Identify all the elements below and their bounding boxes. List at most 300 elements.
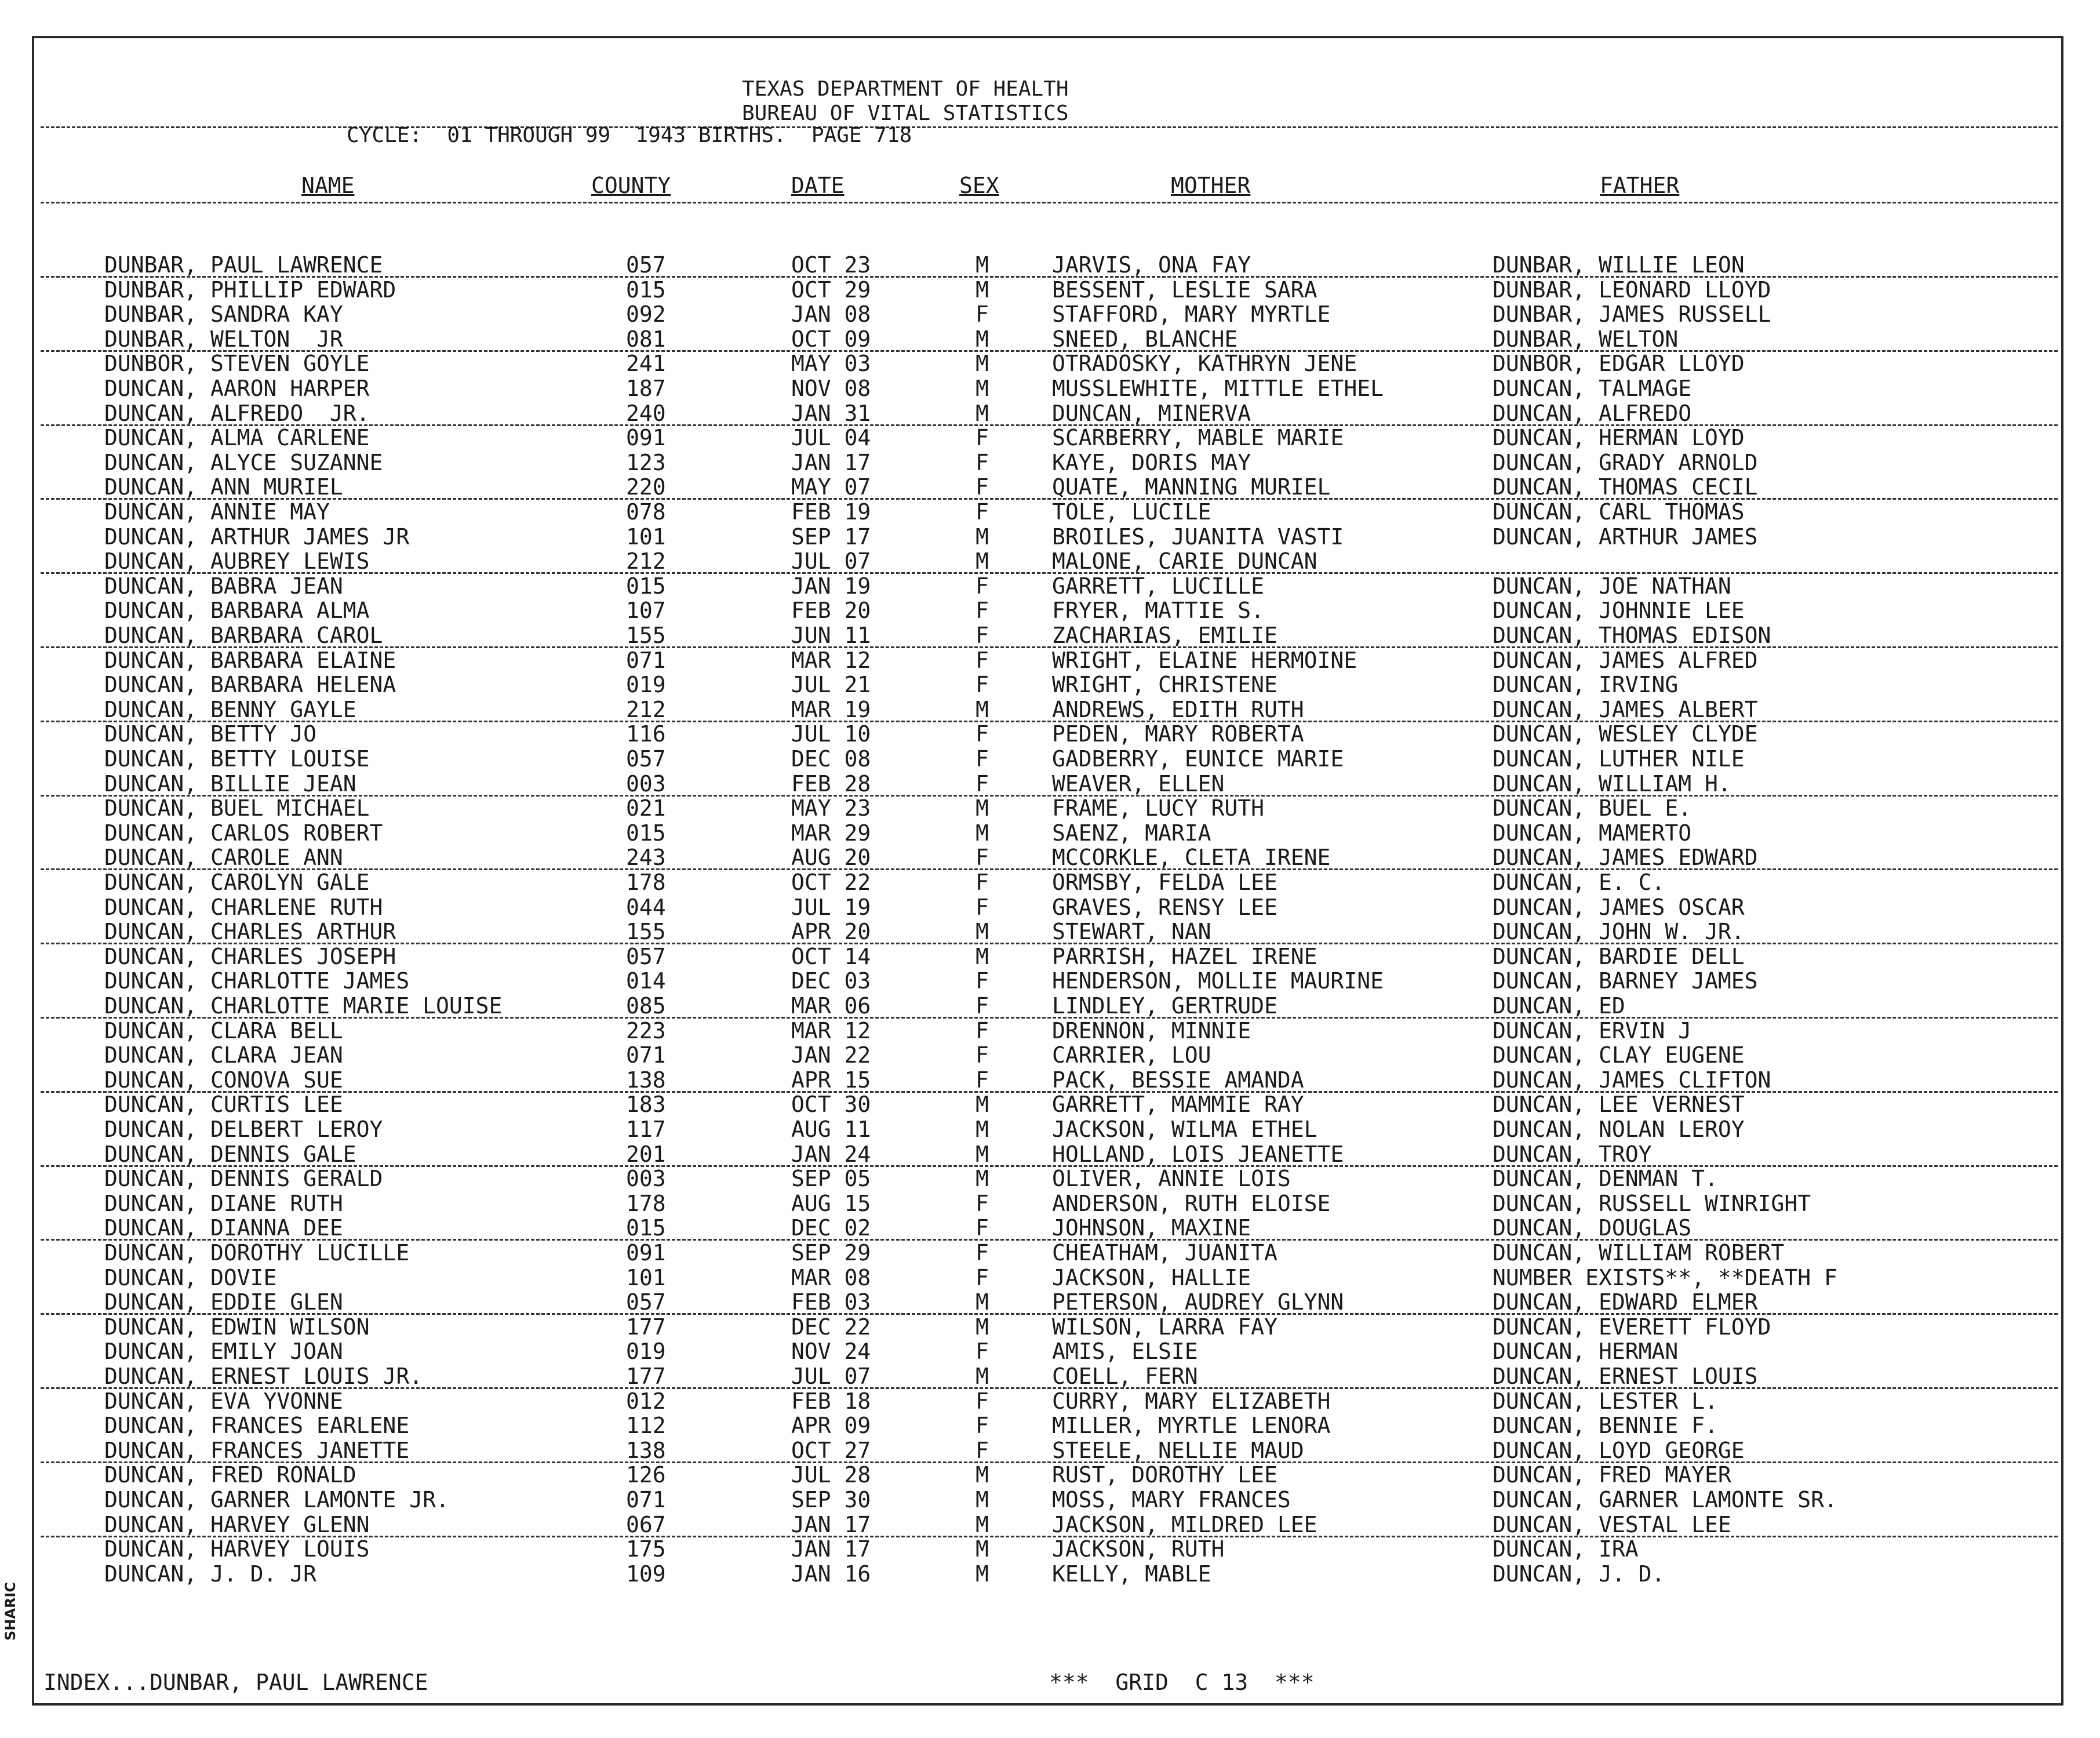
cell-date: SEP 17 xyxy=(791,524,871,550)
table-row xyxy=(0,796,2100,820)
cell-county: 138 xyxy=(626,1438,666,1463)
cell-name: DUNCAN, DOROTHY LUCILLE xyxy=(104,1240,410,1266)
cell-sex: F xyxy=(976,1067,989,1093)
table-row xyxy=(0,525,2100,549)
cell-date: FEB 18 xyxy=(791,1388,871,1414)
cell-date: OCT 30 xyxy=(791,1092,871,1117)
cell-father: DUNCAN, GARNER LAMONTE SR. xyxy=(1493,1487,1837,1512)
cell-sex: F xyxy=(976,771,989,797)
cell-county: 243 xyxy=(626,845,666,870)
cell-name: DUNCAN, BARBARA CAROL xyxy=(104,623,383,648)
cell-mother: PETERSON, AUDREY GLYNN xyxy=(1052,1289,1344,1315)
cell-county: 078 xyxy=(626,499,666,525)
cell-father: DUNCAN, WESLEY CLYDE xyxy=(1493,721,1758,747)
cell-father: DUNCAN, JAMES CLIFTON xyxy=(1493,1067,1771,1093)
cell-name: DUNCAN, BARBARA ALMA xyxy=(104,598,370,623)
cell-mother: STEELE, NELLIE MAUD xyxy=(1052,1438,1304,1463)
cell-date: FEB 28 xyxy=(791,771,871,797)
cell-date: JAN 08 xyxy=(791,301,871,327)
cell-name: DUNCAN, DENNIS GALE xyxy=(104,1141,356,1167)
cell-sex: M xyxy=(976,1141,989,1167)
cell-date: JUL 19 xyxy=(791,895,871,920)
cell-father: DUNCAN, ALFREDO xyxy=(1493,401,1692,426)
table-row xyxy=(0,1315,2100,1339)
cell-mother: JACKSON, HALLIE xyxy=(1052,1265,1251,1290)
cell-date: APR 20 xyxy=(791,919,871,944)
cell-county: 092 xyxy=(626,301,666,327)
cell-date: NOV 08 xyxy=(791,376,871,401)
cell-name: DUNCAN, CONOVA SUE xyxy=(104,1067,343,1093)
cell-county: 021 xyxy=(626,795,666,821)
cell-mother: MCCORKLE, CLETA IRENE xyxy=(1052,845,1331,870)
cell-sex: M xyxy=(976,795,989,821)
cell-mother: CURRY, MARY ELIZABETH xyxy=(1052,1388,1331,1414)
cell-name: DUNCAN, GARNER LAMONTE JR. xyxy=(104,1487,449,1512)
cell-date: APR 15 xyxy=(791,1067,871,1093)
cell-sex: F xyxy=(976,499,989,525)
cell-date: DEC 08 xyxy=(791,746,871,772)
cell-date: JAN 19 xyxy=(791,573,871,599)
cell-sex: F xyxy=(976,870,989,895)
cell-name: DUNCAN, J. D. JR xyxy=(104,1561,317,1587)
cell-father: DUNCAN, GRADY ARNOLD xyxy=(1493,450,1758,475)
footer-grid: *** GRID C 13 *** xyxy=(1049,1670,1315,1695)
cell-father: DUNCAN, DENMAN T. xyxy=(1493,1166,1718,1191)
table-row xyxy=(0,772,2100,796)
cell-county: 187 xyxy=(626,376,666,401)
cell-name: DUNCAN, ALMA CARLENE xyxy=(104,425,370,450)
cell-mother: DRENNON, MINNIE xyxy=(1052,1018,1251,1043)
cell-county: 091 xyxy=(626,425,666,450)
column-header-father: FATHER xyxy=(1600,173,1680,198)
cell-date: JUL 07 xyxy=(791,548,871,574)
table-row xyxy=(0,944,2100,969)
cell-name: DUNCAN, BILLIE JEAN xyxy=(104,771,356,797)
table-row xyxy=(0,1290,2100,1314)
column-header-county: COUNTY xyxy=(591,173,671,198)
cell-name: DUNCAN, CURTIS LEE xyxy=(104,1092,343,1117)
cell-father: DUNCAN, HERMAN xyxy=(1493,1339,1679,1364)
cell-father: DUNCAN, JAMES OSCAR xyxy=(1493,895,1745,920)
cell-father: DUNCAN, JOHN W. JR. xyxy=(1493,919,1745,944)
cell-mother: BROILES, JUANITA VASTI xyxy=(1052,524,1344,550)
cell-father: DUNBOR, EDGAR LLOYD xyxy=(1493,351,1745,376)
cell-mother: OLIVER, ANNIE LOIS xyxy=(1052,1166,1291,1191)
cell-county: 019 xyxy=(626,672,666,697)
table-row xyxy=(0,672,2100,697)
cell-county: 123 xyxy=(626,450,666,475)
column-header-sex: SEX xyxy=(959,173,999,198)
cell-name: DUNCAN, ALFREDO JR. xyxy=(104,401,370,426)
cell-mother: JOHNSON, MAXINE xyxy=(1052,1215,1251,1241)
cell-father: DUNCAN, DOUGLAS xyxy=(1493,1215,1692,1241)
cell-mother: GRAVES, RENSY LEE xyxy=(1052,895,1278,920)
table-row xyxy=(0,1117,2100,1141)
cell-father: DUNCAN, JOHNNIE LEE xyxy=(1493,598,1745,623)
cell-county: 223 xyxy=(626,1018,666,1043)
cell-county: 178 xyxy=(626,870,666,895)
table-row xyxy=(0,821,2100,845)
table-row xyxy=(0,426,2100,450)
cell-mother: RUST, DOROTHY LEE xyxy=(1052,1462,1278,1488)
cell-sex: F xyxy=(976,1042,989,1068)
cell-name: DUNBAR, SANDRA KAY xyxy=(104,301,343,327)
cell-date: JAN 22 xyxy=(791,1042,871,1068)
cell-sex: M xyxy=(976,548,989,574)
cell-county: 240 xyxy=(626,401,666,426)
cell-sex: M xyxy=(976,277,989,303)
cell-date: OCT 09 xyxy=(791,326,871,352)
cell-mother: ANDERSON, RUTH ELOISE xyxy=(1052,1191,1331,1216)
cell-name: DUNCAN, FRANCES EARLENE xyxy=(104,1413,410,1438)
cell-county: 138 xyxy=(626,1067,666,1093)
cell-date: FEB 03 xyxy=(791,1289,871,1315)
cell-date: JUL 21 xyxy=(791,672,871,697)
cell-sex: F xyxy=(976,845,989,870)
cell-sex: M xyxy=(976,401,989,426)
cell-name: DUNCAN, FRANCES JANETTE xyxy=(104,1438,410,1463)
header-department: TEXAS DEPARTMENT OF HEALTH xyxy=(742,77,1069,101)
cell-county: 081 xyxy=(626,326,666,352)
cell-name: DUNCAN, BABRA JEAN xyxy=(104,573,343,599)
table-row xyxy=(0,1438,2100,1463)
table-row xyxy=(0,919,2100,944)
cell-date: OCT 14 xyxy=(791,944,871,969)
cell-name: DUNBOR, STEVEN GOYLE xyxy=(104,351,370,376)
table-row xyxy=(0,994,2100,1018)
cell-date: SEP 05 xyxy=(791,1166,871,1191)
cell-sex: M xyxy=(976,326,989,352)
cell-sex: M xyxy=(976,1314,989,1340)
cell-county: 155 xyxy=(626,623,666,648)
cell-name: DUNCAN, FRED RONALD xyxy=(104,1462,356,1488)
cell-sex: M xyxy=(976,1561,989,1587)
cell-county: 177 xyxy=(626,1364,666,1389)
cell-father: DUNCAN, LEE VERNEST xyxy=(1493,1092,1745,1117)
cell-father: DUNCAN, EVERETT FLOYD xyxy=(1493,1314,1771,1340)
cell-date: JAN 17 xyxy=(791,450,871,475)
table-row xyxy=(0,1043,2100,1067)
cell-mother: FRYER, MATTIE S. xyxy=(1052,598,1265,623)
cell-father: DUNCAN, NOLAN LEROY xyxy=(1493,1117,1745,1142)
cell-mother: OTRADOSKY, KATHRYN JENE xyxy=(1052,351,1357,376)
table-row xyxy=(0,401,2100,426)
cell-sex: F xyxy=(976,1018,989,1043)
footer-index: INDEX...DUNBAR, PAUL LAWRENCE xyxy=(43,1670,428,1695)
cell-county: 015 xyxy=(626,277,666,303)
cell-name: DUNCAN, CLARA JEAN xyxy=(104,1042,343,1068)
cell-mother: SAENZ, MARIA xyxy=(1052,820,1211,846)
cell-county: 112 xyxy=(626,1413,666,1438)
cell-name: DUNCAN, HARVEY LOUIS xyxy=(104,1536,370,1562)
table-row xyxy=(0,1537,2100,1561)
cell-father: DUNCAN, J. D. xyxy=(1493,1561,1665,1587)
cell-father: DUNBAR, LEONARD LLOYD xyxy=(1493,277,1771,303)
header-bureau: BUREAU OF VITAL STATISTICS xyxy=(742,101,1069,125)
cell-mother: MILLER, MYRTLE LENORA xyxy=(1052,1413,1331,1438)
cell-mother: AMIS, ELSIE xyxy=(1052,1339,1198,1364)
cell-county: 044 xyxy=(626,895,666,920)
cell-date: SEP 29 xyxy=(791,1240,871,1266)
cell-date: DEC 03 xyxy=(791,968,871,994)
cell-date: MAR 12 xyxy=(791,1018,871,1043)
cell-name: DUNBAR, PAUL LAWRENCE xyxy=(104,252,383,278)
cell-sex: F xyxy=(976,1265,989,1290)
cell-mother: MALONE, CARIE DUNCAN xyxy=(1052,548,1317,574)
cell-date: JUL 07 xyxy=(791,1364,871,1389)
cell-mother: JARVIS, ONA FAY xyxy=(1052,252,1251,278)
cell-county: 015 xyxy=(626,1215,666,1241)
cell-father: DUNCAN, WILLIAM H. xyxy=(1493,771,1731,797)
table-row xyxy=(0,278,2100,302)
cell-county: 212 xyxy=(626,548,666,574)
cell-father: DUNBAR, WILLIE LEON xyxy=(1493,252,1745,278)
cell-county: 183 xyxy=(626,1092,666,1117)
cell-mother: STEWART, NAN xyxy=(1052,919,1211,944)
cell-name: DUNCAN, BETTY JO xyxy=(104,721,317,747)
cell-mother: MOSS, MARY FRANCES xyxy=(1052,1487,1291,1512)
cell-name: DUNCAN, DIANE RUTH xyxy=(104,1191,343,1216)
cell-name: DUNCAN, EMILY JOAN xyxy=(104,1339,343,1364)
cell-name: DUNCAN, HARVEY GLENN xyxy=(104,1512,370,1537)
table-row xyxy=(0,747,2100,771)
table-row xyxy=(0,648,2100,672)
cell-father: DUNCAN, ERVIN J xyxy=(1493,1018,1692,1043)
cell-county: 107 xyxy=(626,598,666,623)
cell-date: OCT 22 xyxy=(791,870,871,895)
cell-mother: DUNCAN, MINERVA xyxy=(1052,401,1251,426)
cell-date: JAN 17 xyxy=(791,1512,871,1537)
cell-county: 012 xyxy=(626,1388,666,1414)
cell-father: NUMBER EXISTS**, **DEATH F xyxy=(1493,1265,1837,1290)
cell-sex: F xyxy=(976,672,989,697)
cell-county: 101 xyxy=(626,1265,666,1290)
cell-father: DUNCAN, BARDIE DELL xyxy=(1493,944,1745,969)
table-row xyxy=(0,253,2100,277)
cell-father: DUNCAN, ED xyxy=(1493,993,1625,1019)
cell-mother: GADBERRY, EUNICE MARIE xyxy=(1052,746,1344,772)
cell-sex: M xyxy=(976,820,989,846)
cell-mother: STAFFORD, MARY MYRTLE xyxy=(1052,301,1331,327)
table-row xyxy=(0,1562,2100,1586)
table-row xyxy=(0,623,2100,648)
cell-county: 220 xyxy=(626,474,666,500)
cell-mother: SNEED, BLANCHE xyxy=(1052,326,1238,352)
cell-father: DUNCAN, VESTAL LEE xyxy=(1493,1512,1731,1537)
cell-name: DUNCAN, CHARLOTTE MARIE LOUISE xyxy=(104,993,503,1019)
cell-mother: CARRIER, LOU xyxy=(1052,1042,1211,1068)
cell-date: JUL 04 xyxy=(791,425,871,450)
cell-name: DUNCAN, DENNIS GERALD xyxy=(104,1166,383,1191)
cell-mother: QUATE, MANNING MURIEL xyxy=(1052,474,1331,500)
cell-name: DUNBAR, PHILLIP EDWARD xyxy=(104,277,396,303)
cell-father: DUNCAN, TROY xyxy=(1493,1141,1652,1167)
cell-date: JUL 28 xyxy=(791,1462,871,1488)
cell-date: MAR 29 xyxy=(791,820,871,846)
cell-date: OCT 29 xyxy=(791,277,871,303)
cell-county: 015 xyxy=(626,573,666,599)
table-row xyxy=(0,895,2100,919)
cell-county: 155 xyxy=(626,919,666,944)
cell-father: DUNCAN, HERMAN LOYD xyxy=(1493,425,1745,450)
table-row xyxy=(0,376,2100,401)
cell-name: DUNCAN, CAROLYN GALE xyxy=(104,870,370,895)
cell-county: 126 xyxy=(626,1462,666,1488)
cell-date: OCT 27 xyxy=(791,1438,871,1463)
table-row xyxy=(0,1266,2100,1290)
cell-mother: PEDEN, MARY ROBERTA xyxy=(1052,721,1304,747)
cell-mother: TOLE, LUCILE xyxy=(1052,499,1211,525)
cell-sex: M xyxy=(976,697,989,722)
column-header-date: DATE xyxy=(791,173,845,198)
cell-mother: SCARBERRY, MABLE MARIE xyxy=(1052,425,1344,450)
cell-mother: FRAME, LUCY RUTH xyxy=(1052,795,1265,821)
cell-mother: GARRETT, MAMMIE RAY xyxy=(1052,1092,1304,1117)
cell-name: DUNCAN, ANNIE MAY xyxy=(104,499,330,525)
cell-name: DUNCAN, BARBARA ELAINE xyxy=(104,648,396,673)
cell-county: 071 xyxy=(626,1042,666,1068)
cell-name: DUNCAN, AARON HARPER xyxy=(104,376,370,401)
table-row xyxy=(0,500,2100,524)
column-header-rule xyxy=(41,202,2058,203)
cell-county: 109 xyxy=(626,1561,666,1587)
cell-date: MAR 06 xyxy=(791,993,871,1019)
cell-mother: JACKSON, WILMA ETHEL xyxy=(1052,1117,1317,1142)
cell-county: 019 xyxy=(626,1339,666,1364)
cell-name: DUNCAN, ARTHUR JAMES JR xyxy=(104,524,410,550)
cell-sex: F xyxy=(976,573,989,599)
cell-father: DUNCAN, TALMAGE xyxy=(1493,376,1692,401)
cell-date: OCT 23 xyxy=(791,252,871,278)
cell-father: DUNCAN, LUTHER NILE xyxy=(1493,746,1745,772)
table-row xyxy=(0,1488,2100,1512)
cell-county: 091 xyxy=(626,1240,666,1266)
cell-name: DUNCAN, ALYCE SUZANNE xyxy=(104,450,383,475)
table-row xyxy=(0,845,2100,870)
cell-date: JUN 11 xyxy=(791,623,871,648)
cell-date: JAN 17 xyxy=(791,1536,871,1562)
table-row xyxy=(0,1512,2100,1537)
header-rule-top xyxy=(41,126,2058,128)
table-row xyxy=(0,697,2100,722)
cell-sex: F xyxy=(976,895,989,920)
table-row xyxy=(0,475,2100,499)
cell-county: 175 xyxy=(626,1536,666,1562)
cell-mother: KAYE, DORIS MAY xyxy=(1052,450,1251,475)
cell-name: DUNCAN, CAROLE ANN xyxy=(104,845,343,870)
table-row xyxy=(0,1463,2100,1487)
cell-father: DUNCAN, FRED MAYER xyxy=(1493,1462,1731,1488)
cell-sex: M xyxy=(976,524,989,550)
cell-date: NOV 24 xyxy=(791,1339,871,1364)
cell-county: 201 xyxy=(626,1141,666,1167)
cell-date: FEB 19 xyxy=(791,499,871,525)
cell-sex: F xyxy=(976,1191,989,1216)
cell-father: DUNCAN, BENNIE F. xyxy=(1493,1413,1718,1438)
cell-sex: F xyxy=(976,1388,989,1414)
table-row xyxy=(0,1191,2100,1216)
cell-mother: KELLY, MABLE xyxy=(1052,1561,1211,1587)
cell-sex: F xyxy=(976,721,989,747)
cell-mother: HENDERSON, MOLLIE MAURINE xyxy=(1052,968,1384,994)
cell-date: JAN 31 xyxy=(791,401,871,426)
cell-county: 178 xyxy=(626,1191,666,1216)
cell-date: MAR 08 xyxy=(791,1265,871,1290)
cell-date: MAY 03 xyxy=(791,351,871,376)
cell-father: DUNCAN, CARL THOMAS xyxy=(1493,499,1745,525)
cell-name: DUNCAN, DELBERT LEROY xyxy=(104,1117,383,1142)
table-row xyxy=(0,1216,2100,1240)
table-row xyxy=(0,574,2100,598)
table-row xyxy=(0,1364,2100,1388)
cell-father: DUNCAN, CLAY EUGENE xyxy=(1493,1042,1745,1068)
cell-father: DUNCAN, BUEL E. xyxy=(1493,795,1692,821)
cell-father: DUNCAN, E. C. xyxy=(1493,870,1665,895)
cell-sex: M xyxy=(976,1364,989,1389)
cell-sex: F xyxy=(976,425,989,450)
table-row xyxy=(0,1092,2100,1117)
cell-mother: WILSON, LARRA FAY xyxy=(1052,1314,1278,1340)
cell-father: DUNBAR, JAMES RUSSELL xyxy=(1493,301,1771,327)
cell-county: 177 xyxy=(626,1314,666,1340)
cell-county: 057 xyxy=(626,1289,666,1315)
cell-father: DUNCAN, JAMES EDWARD xyxy=(1493,845,1758,870)
cell-county: 003 xyxy=(626,771,666,797)
cell-date: JUL 10 xyxy=(791,721,871,747)
cell-mother: MUSSLEWHITE, MITTLE ETHEL xyxy=(1052,376,1384,401)
cell-father: DUNCAN, LESTER L. xyxy=(1493,1388,1718,1414)
table-row xyxy=(0,1019,2100,1043)
column-header-name: NAME xyxy=(301,173,355,198)
cell-sex: M xyxy=(976,252,989,278)
cell-county: 014 xyxy=(626,968,666,994)
table-row xyxy=(0,302,2100,326)
cell-county: 101 xyxy=(626,524,666,550)
cell-mother: GARRETT, LUCILLE xyxy=(1052,573,1265,599)
cell-father: DUNCAN, RUSSELL WINRIGHT xyxy=(1493,1191,1811,1216)
cell-sex: F xyxy=(976,746,989,772)
cell-county: 241 xyxy=(626,351,666,376)
cell-sex: F xyxy=(976,968,989,994)
cell-date: MAY 07 xyxy=(791,474,871,500)
cell-sex: F xyxy=(976,623,989,648)
cell-name: DUNBAR, WELTON JR xyxy=(104,326,343,352)
cell-county: 071 xyxy=(626,1487,666,1512)
cell-date: DEC 02 xyxy=(791,1215,871,1241)
cell-name: DUNCAN, CARLOS ROBERT xyxy=(104,820,383,846)
table-row xyxy=(0,969,2100,993)
cell-date: JAN 24 xyxy=(791,1141,871,1167)
table-row xyxy=(0,327,2100,351)
cell-mother: WEAVER, ELLEN xyxy=(1052,771,1225,797)
table-row xyxy=(0,450,2100,475)
side-label: SHARIC xyxy=(2,1582,19,1641)
table-row xyxy=(0,598,2100,623)
cell-name: DUNCAN, CHARLOTTE JAMES xyxy=(104,968,410,994)
cell-father: DUNCAN, WILLIAM ROBERT xyxy=(1493,1240,1785,1266)
cell-mother: COELL, FERN xyxy=(1052,1364,1198,1389)
cell-father: DUNCAN, IRA xyxy=(1493,1536,1639,1562)
table-row xyxy=(0,1241,2100,1265)
table-row xyxy=(0,1389,2100,1413)
cell-sex: M xyxy=(976,1536,989,1562)
cell-mother: BESSENT, LESLIE SARA xyxy=(1052,277,1317,303)
cell-sex: F xyxy=(976,474,989,500)
cell-name: DUNCAN, ERNEST LOUIS JR. xyxy=(104,1364,423,1389)
cell-father: DUNCAN, IRVING xyxy=(1493,672,1679,697)
cell-date: AUG 11 xyxy=(791,1117,871,1142)
cell-father: DUNCAN, BARNEY JAMES xyxy=(1493,968,1758,994)
